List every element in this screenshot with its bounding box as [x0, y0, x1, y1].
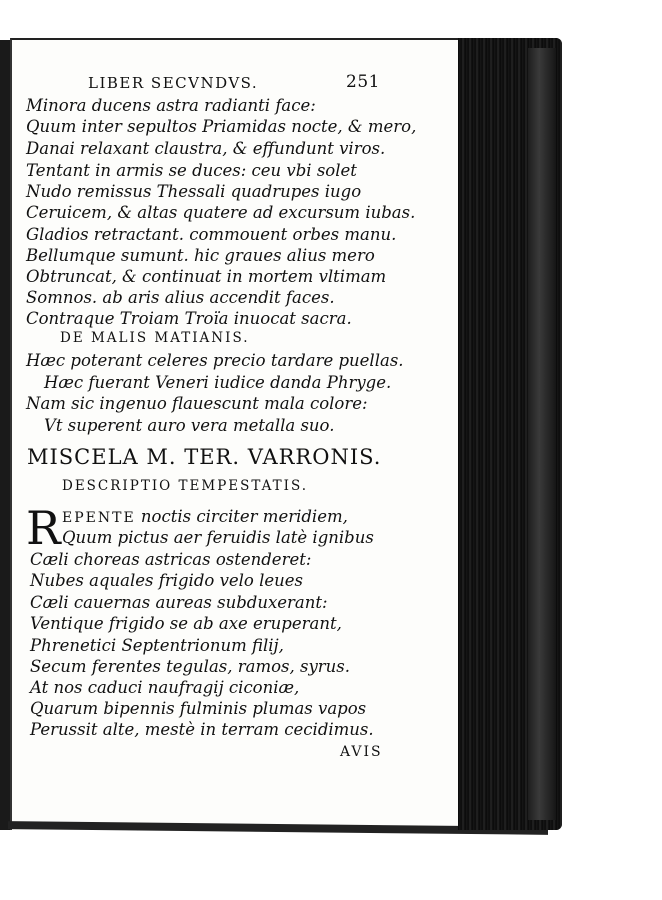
verse-line: Hæc fuerant Veneri iudice danda Phryge.: [44, 373, 392, 392]
verse-line: Quum pictus aer feruidis latè ignibus: [62, 528, 374, 547]
verse-line: Perussit alte, mestè in terram cecidimus.: [30, 720, 374, 739]
first-line-rest: noctis circiter meridiem,: [140, 507, 348, 526]
verse-line: At nos caduci naufragij ciconiæ,: [30, 678, 300, 697]
catchword: AVIS: [340, 744, 383, 760]
verse-line: Cæli choreas astricas ostenderet:: [30, 550, 312, 569]
verse-line: Somnos. ab aris alius accendit faces.: [26, 288, 335, 307]
verse-line: Hæc poterant celeres precio tardare puellas.: [26, 351, 404, 370]
verse-line: Danai relaxant claustra, & effundunt viros.: [26, 139, 386, 158]
verse-line: Gladios retractant. commouent orbes manu.: [26, 225, 397, 244]
verse-line: Quum inter sepultos Priamidas nocte, & mero,: [26, 117, 417, 136]
page-number: 251: [346, 72, 380, 92]
section-subtitle: DESCRIPTIO TEMPESTATIS.: [62, 478, 309, 494]
verse-line: Tentant in armis se duces: ceu vbi solet: [26, 161, 357, 180]
poem-title: DE MALIS MATIANIS.: [60, 330, 250, 346]
verse-line: Secum ferentes tegulas, ramos, syrus.: [30, 657, 351, 676]
verse-line: Bellumque sumunt. hic graues alius mero: [26, 246, 375, 265]
verse-line-first: [62, 507, 348, 528]
verse-line: Minora ducens astra radianti face:: [26, 96, 316, 115]
drop-capital: R: [26, 501, 61, 555]
verse-line: Contraque Troiam Troïa inuocat sacra.: [26, 309, 352, 328]
verse-line: Nudo remissus Thessali quadrupes iugo: [26, 182, 362, 201]
verse-line: Vt superent auro vera metalla suo.: [44, 416, 335, 435]
verse-line: Cæli cauernas aureas subduxerant:: [30, 593, 328, 612]
verse-line: Ventique frigido se ab axe eruperant,: [30, 614, 342, 633]
running-title: LIBER SECVNDVS.: [88, 74, 259, 92]
verse-line: Ceruicem, & altas quatere ad excursum iubas.: [26, 203, 416, 222]
verse-line: Phrenetici Septentrionum filij,: [30, 636, 284, 655]
text-block-edge: [458, 38, 562, 830]
section-title: MISCELA M. TER. VARRONIS.: [27, 445, 382, 469]
verse-line: Nam sic ingenuo flauescunt mala colore:: [26, 394, 368, 413]
first-word: EPENTE: [62, 510, 136, 526]
verse-line: Nubes aquales frigido velo leues: [30, 571, 304, 590]
verse-line: Obtruncat, & continuat in mortem vltimam: [26, 267, 387, 286]
verse-line: Quarum bipennis fulminis plumas vapos: [30, 699, 367, 718]
